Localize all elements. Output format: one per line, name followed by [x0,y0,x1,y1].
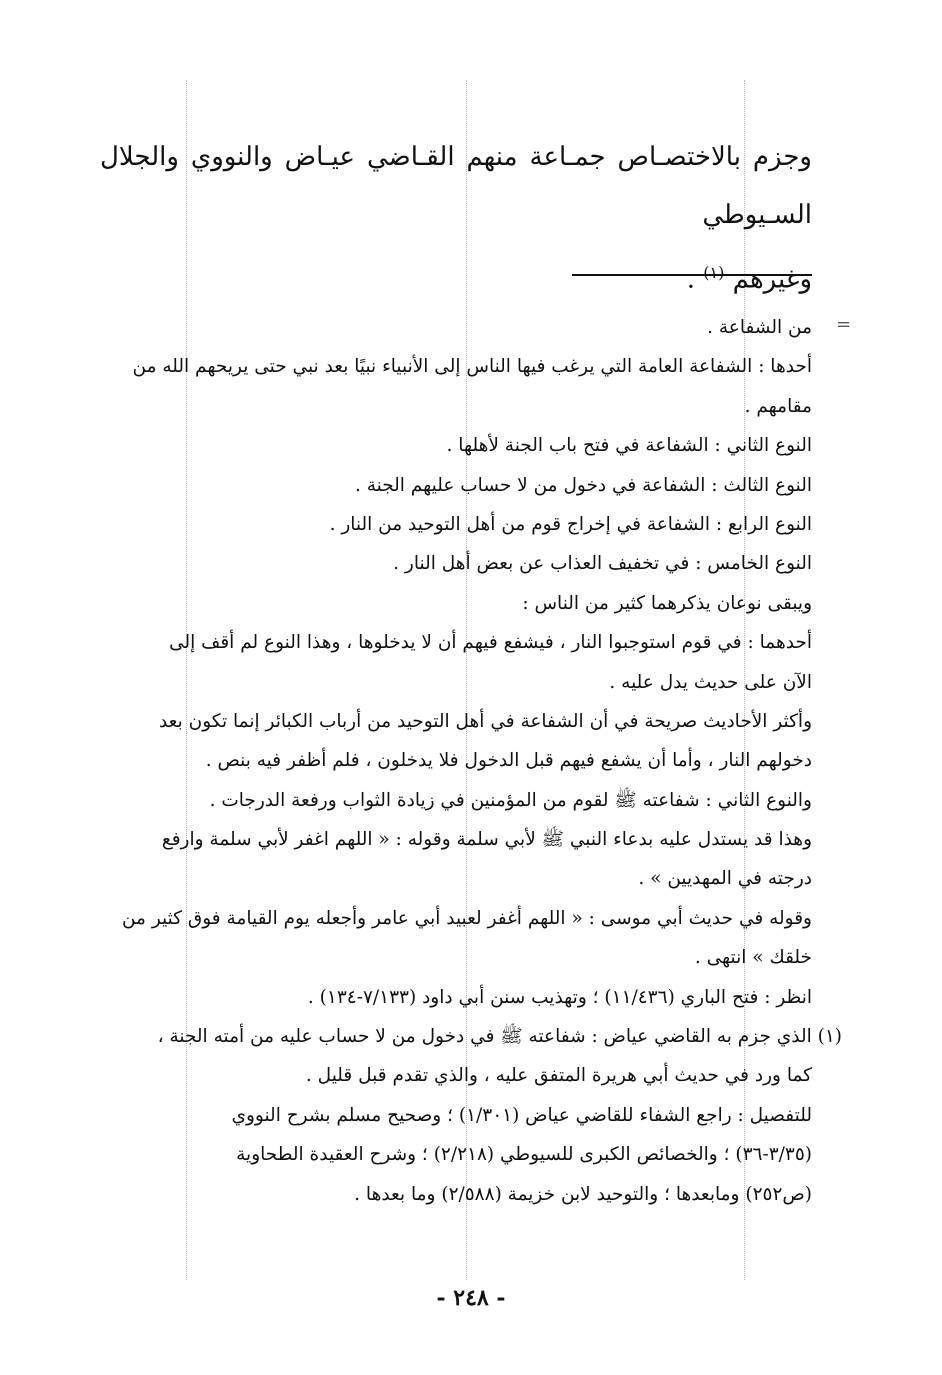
footnote-line: النوع الرابع : الشفاعة في إخراج قوم من أهل التوحيد من النار . [329,513,812,535]
footnote-1-start: (١) الذي جزم به القاضي عياض : شفاعته ﷺ في دخول من لا حساب عليه من أمته الجنة ، [157,1026,842,1048]
footnote-line: (ص٢٥٢) ومابعدها ؛ والتوحيد لابن خزيمة (٢/٥٨٨) وما بعدها . [354,1183,812,1205]
continuation-mark: = [836,314,852,335]
main-text-line-2-end: . [686,264,696,295]
footnote-line: أحدهما : في قوم استوجبوا النار ، فيشفع فيهم أن لا يدخلوها ، وهذا النوع لم أقف إلى [169,632,812,654]
footnote-line: (٣/٣٥-٣٦) ؛ والخصائص الكبرى للسيوطي (٢/٢١٨) ؛ وشرح العقيدة الطحاوية [236,1144,812,1166]
footnote-line: للتفصيل : راجع الشفاء للقاضي عياض (١/٣٠١) ؛ وصحيح مسلم بشرح النووي [231,1104,812,1126]
footnote-line: درجته في المهديين » . [638,868,812,890]
main-text-line-1: وجزم بالاختصـاص جمـاعة منهم القـاضي عيـاض والنووي والجلال السـيوطي [100,142,812,230]
main-text [100,128,812,309]
footnote-line: ويبقى نوعان يذكرهما كثير من الناس : [522,592,812,614]
footnote-line: أحدها : الشفاعة العامة التي يرغب فيها الناس إلى الأنبياء نبيًا بعد نبي حتى يريحهم الله من [132,356,812,378]
footnote-line: انظر : فتح الباري (١١/٤٣٦) ؛ وتهذيب سنن أبي داود (٧/١٣٣-١٣٤) . [307,986,812,1008]
main-text-line-2 [100,244,812,309]
footnote-line: والنوع الثاني : شفاعته ﷺ لقوم من المؤمنين في زيادة الثواب ورفعة الدرجات . [209,789,812,811]
footnote-line: من الشفاعة . [707,317,812,338]
footnote-line: النوع الثاني : الشفاعة في فتح باب الجنة لأهلها . [446,435,812,457]
footnote-line: وأكثر الأحاديث صريحة في أن الشفاعة في أهل التوحيد من أرباب الكبائر إنما تكون بعد [158,710,812,732]
footnote-line: وهذا قد يستدل عليه بدعاء النبي ﷺ لأبي سلمة وقوله : « اللهم اغفر لأبي سلمة وارفع [161,829,812,851]
page-number: - ٢٤٨ - [436,1285,506,1311]
main-text-line-2-word: وغيرهم [732,264,812,295]
footnote-line: وقوله في حديث أبي موسى : « اللهم أغفر لعبيد أبي عامر وأجعله يوم القيامة فوق كثير من [121,907,812,929]
footnote-reference: (١) [703,263,725,282]
footnote-line: الآن على حديث يدل عليه . [609,671,812,693]
footnote-line: مقامهم . [744,395,812,417]
footnote-line: خلقك » انتهى . [694,947,812,969]
footnote-separator-rule [572,274,812,276]
footnote-line: كما ورد في حديث أبي هريرة المتفق عليه ، والذي تقدم قبل قليل . [305,1065,812,1087]
footnote-line: دخولهم النار ، وأما أن يشفع فيهم قبل الدخول فلا يدخلون ، فلم أظفر فيه بنص . [205,750,812,772]
footnotes [102,308,842,1214]
footnote-line: النوع الخامس : في تخفيف العذاب عن بعض أهل النار . [393,553,812,575]
footnote-line: النوع الثالث : الشفاعة في دخول من لا حساب عليهم الجنة . [354,474,812,496]
